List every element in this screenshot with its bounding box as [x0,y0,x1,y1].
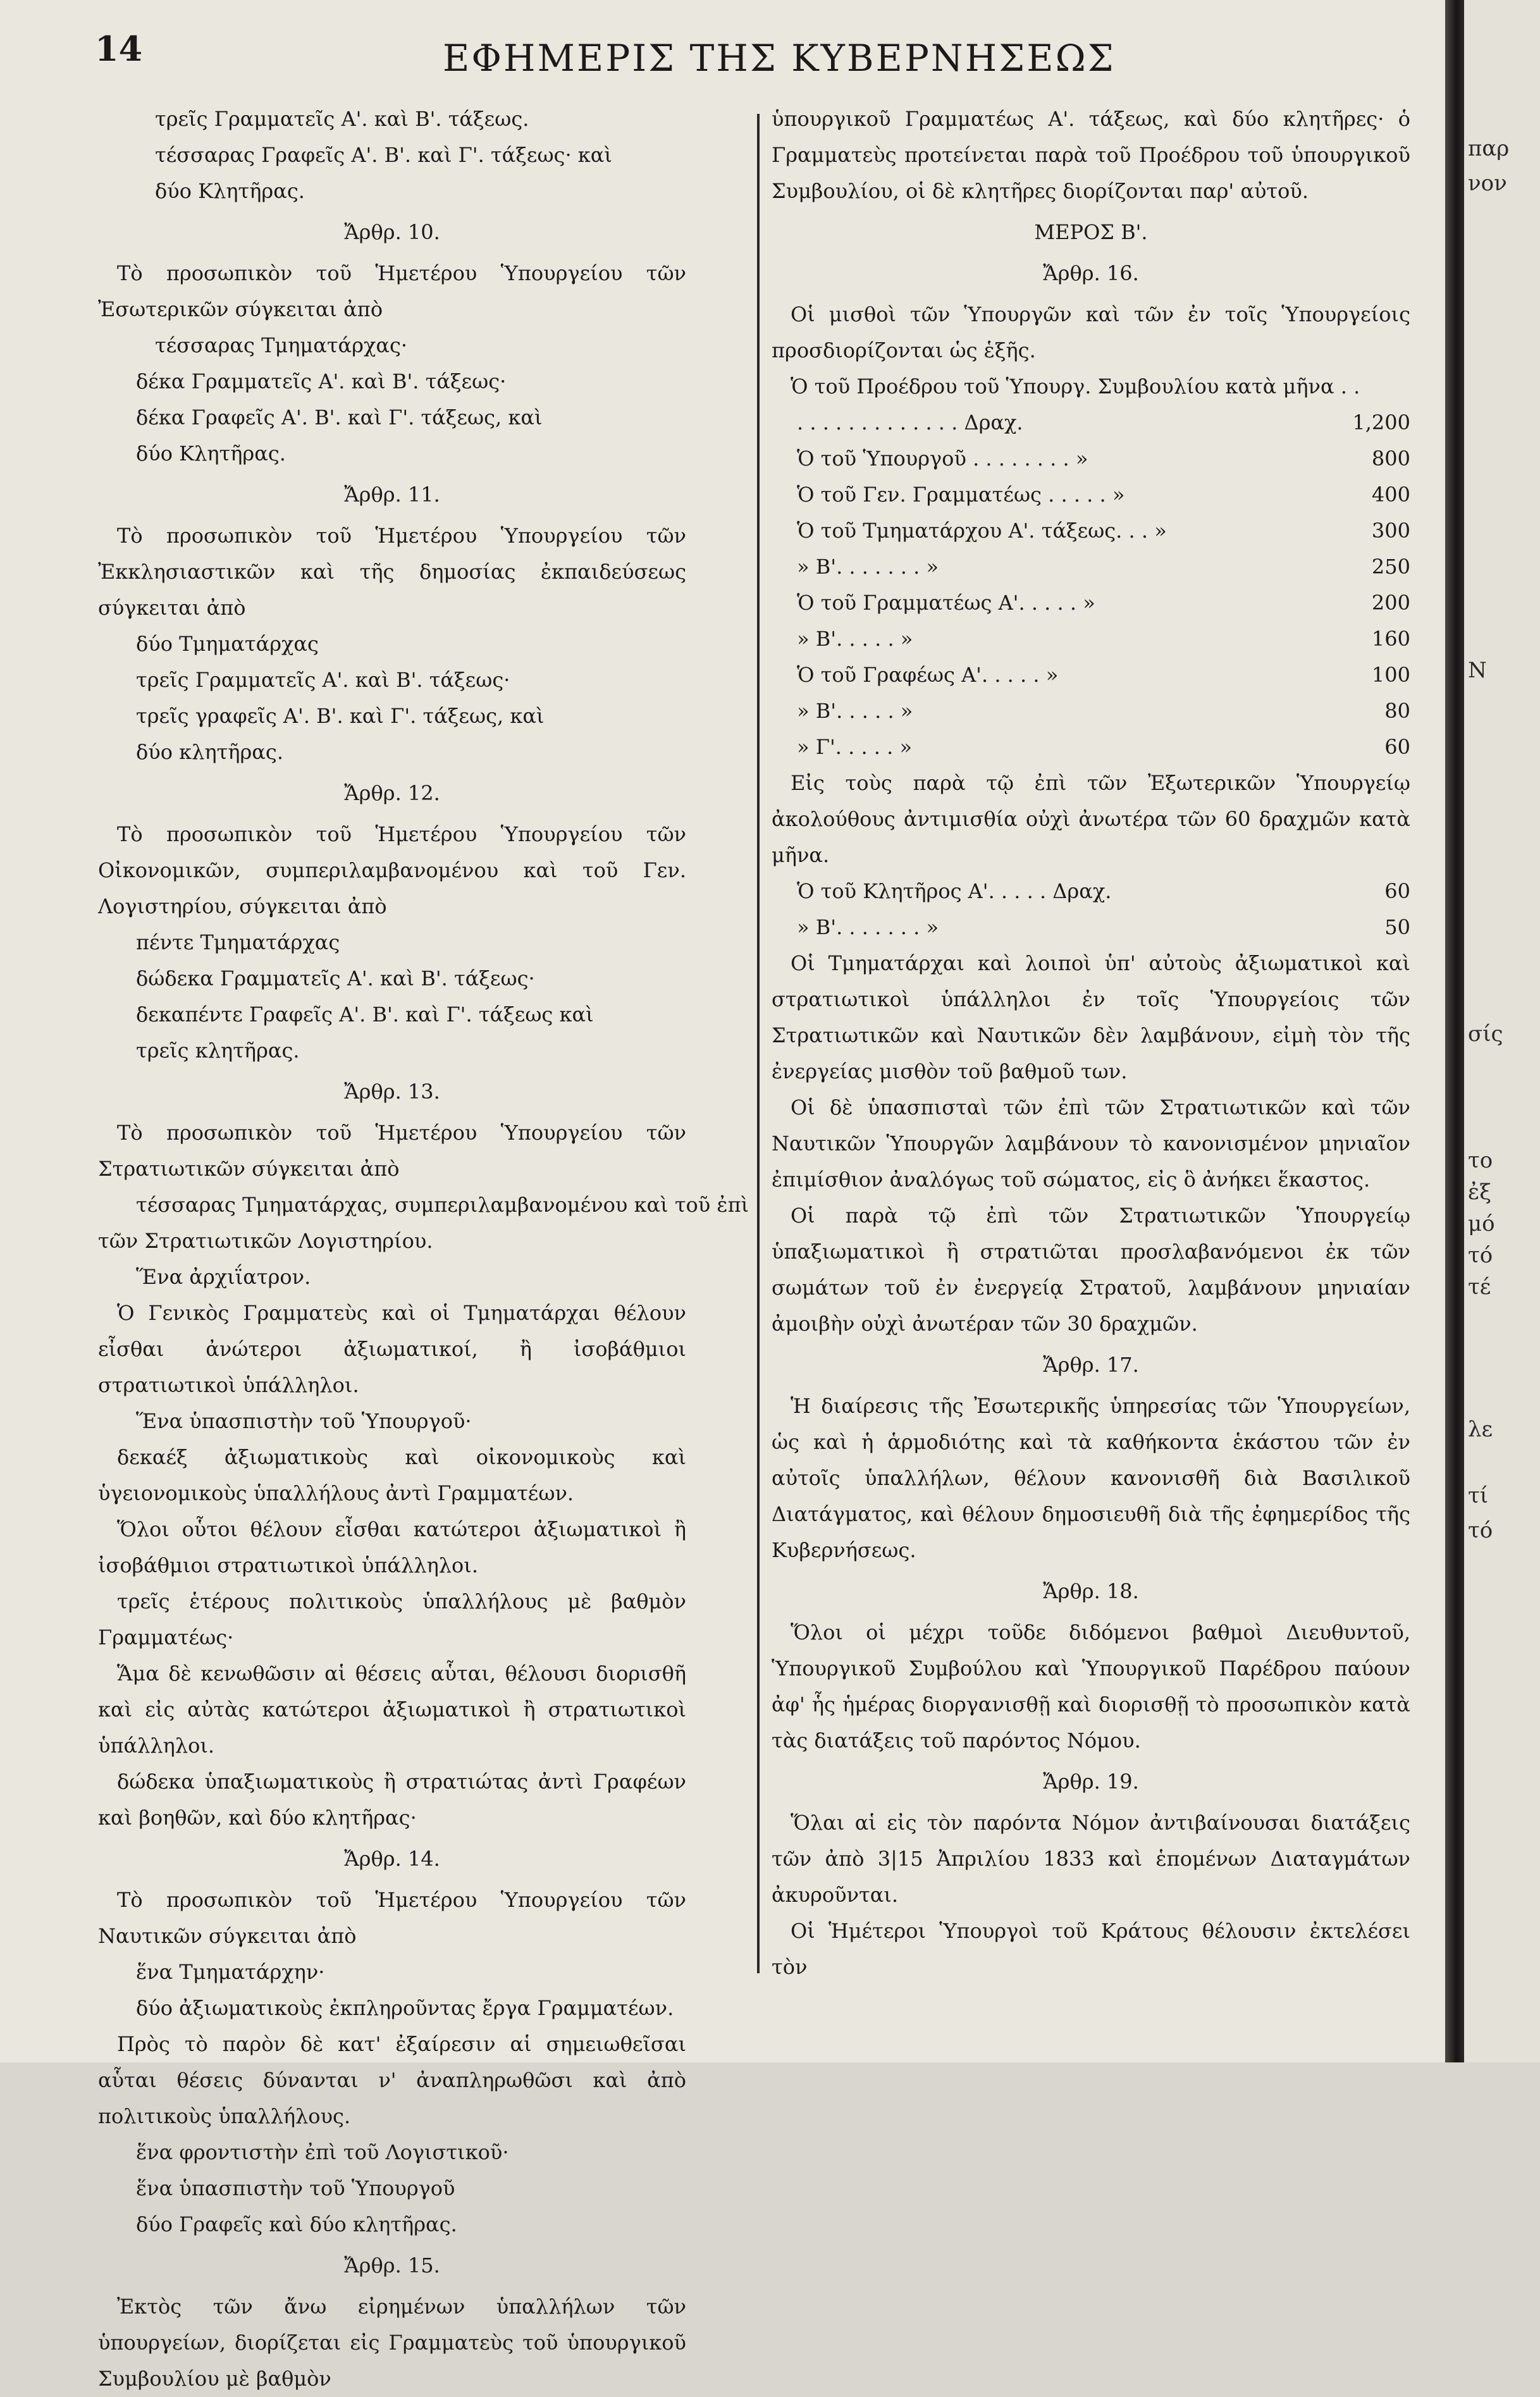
salary-row [772,405,1410,441]
salary-row [772,909,1410,946]
text-line: Τὸ προσωπικὸν τοῦ Ἡμετέρου Ὑπουργείου τῶν Οἰκονομικῶν, συμπεριλαμβανομένου καὶ τοῦ Γεν. Λογιστηρίου, σύγκειται ἀπὸ [98,822,686,918]
adjacent-page-fragment: το [1468,1148,1493,1173]
salary-label: » Γ'. . . . . » [797,735,913,759]
text-line: δύο κλητῆρας. [136,740,283,764]
text-line: Ἡ διαίρεσις τῆς Ἐσωτερικῆς ὑπηρεσίας τῶν Ὑπουργείων, ὡς καὶ ἡ ἁρμοδιότης καὶ τὰ καθήκοντα ἑκάστου τῶν ἐν αὐτοῖς ὑπαλλήλων, θέλουν κανονισθῆ διὰ Βασιλικοῦ Διατάγματος, καὶ θέλουν δημοσιευθῆ διὰ τῆς ἐφημερίδος τῆς Κυβερνήσεως. [772,1394,1410,1562]
salary-table [772,405,1410,765]
text-line: δέκα Γραφεῖς Α'. Β'. καὶ Γ'. τάξεως, καὶ [136,405,543,429]
adjacent-page-fragment: τί [1468,1483,1489,1508]
salary-label: Ὁ τοῦ Ὑπουργοῦ . . . . . . . . » [797,447,1088,471]
text-line: Ὁ Γενικὸς Γραμματεὺς καὶ οἱ Τμηματάρχαι θέλουν εἶσθαι ἀνώτεροι ἀξιωματικοί, ἢ ἰσοβάθμιοι στρατιωτικοὶ ὑπάλληλοι. [98,1301,686,1397]
salary-row [772,621,1410,657]
text-line: τρεῖς Γραμματεῖς Α'. καὶ Β'. τάξεως. [155,107,529,131]
salary-label: Ὁ τοῦ Κλητῆρος Α'. . . . . Δραχ. [797,879,1112,903]
article-heading: Ἄρθρ. 11. [344,483,440,507]
salary-row [772,657,1410,693]
text-line: ἕνα Τμηματάρχην· [136,1960,325,1984]
adjacent-page-fragment: νον [1468,171,1507,196]
left-column [98,101,749,2397]
adjacent-page-fragment: παρ [1468,136,1510,161]
salary-row [772,585,1410,621]
text-line: τρεῖς γραφεῖς Α'. Β'. καὶ Γ'. τάξεως, καὶ [136,704,545,728]
text-line: ἕνα ὑπασπιστὴν τοῦ Ὑπουργοῦ [136,2176,455,2200]
article-heading: Ἄρθρ. 19. [1043,1770,1139,1794]
salary-amount: 800 [1371,447,1410,471]
salary-amount: 1,200 [1352,410,1410,434]
adjacent-page-fragment: Ν [1468,658,1487,683]
adjacent-page-edge [1464,0,1540,2062]
salary-label: Ὁ τοῦ Γραφέως Α'. . . . . » [797,663,1059,687]
text-line: Τὸ προσωπικὸν τοῦ Ἡμετέρου Ὑπουργείου τῶν Ναυτικῶν σύγκειται ἀπὸ [98,1888,686,1948]
salary-amount: 60 [1384,879,1410,903]
text-line: πέντε Τμηματάρχας [136,930,340,954]
text-line: δεκαέξ ἀξιωματικοὺς καὶ οἰκονομικοὺς καὶ ὑγειονομικοὺς ὑπαλλήλους ἀντὶ Γραμματέων. [98,1445,686,1505]
article-heading: Ἄρθρ. 17. [1043,1353,1139,1377]
text-line: τῶν Στρατιωτικῶν Λογιστηρίου. [98,1229,433,1253]
text-line: Τὸ προσωπικὸν τοῦ Ἡμετέρου Ὑπουργείου τῶν Στρατιωτικῶν σύγκειται ἀπὸ [98,1121,686,1181]
text-line: Ἐκτὸς τῶν ἄνω εἰρημένων ὑπαλλήλων τῶν ὑπουργείων, διορίζεται εἰς Γραμματεὺς τοῦ ὑπουργικοῦ Συμβουλίου μὲ βαθμὸν [98,2295,686,2391]
text-line: τρεῖς ἑτέρους πολιτικοὺς ὑπαλλήλους μὲ βαθμὸν Γραμματέως· [98,1589,686,1649]
salary-amount: 100 [1371,663,1410,687]
adjacent-page-fragment: τό [1468,1243,1493,1268]
article-heading: Ἄρθρ. 15. [344,2253,440,2277]
text-line: δύο Γραφεῖς καὶ δύο κλητῆρας. [136,2212,457,2236]
text-line: Οἱ Τμηματάρχαι καὶ λοιποὶ ὑπ' αὐτοὺς ἀξιωματικοὶ καὶ στρατιωτικοὶ ὑπάλληλοι ἐν τοῖς Ὑπουργείοις τῶν Στρατιωτικῶν καὶ Ναυτικῶν δὲν λαμβάνουν, εἰμὴ τὸν τῆς ἐνεργείας μισθὸν τοῦ βαθμοῦ των. [772,951,1410,1083]
article-heading: Ἄρθρ. 13. [344,1080,440,1104]
text-line: Ἅμα δὲ κενωθῶσιν αἱ θέσεις αὗται, θέλουσι διορισθῆ καὶ εἰς αὐτὰς κατώτεροι ἀξιωματικοὶ ἢ στρατιωτικοὶ ὑπάλληλοι. [98,1661,686,1758]
clerk-salary-table [772,873,1410,946]
adjacent-page-fragment: λε [1468,1417,1493,1442]
salary-amount: 160 [1371,627,1410,651]
text-line: Ὅλοι οὗτοι θέλουν εἶσθαι κατώτεροι ἀξιωματικοὶ ἢ ἰσοβάθμιοι στρατιωτικοὶ ὑπάλληλοι. [98,1517,686,1577]
column-divider [757,114,760,1973]
text-line: δύο Κλητῆρας. [136,441,286,465]
adjacent-page-fragment: ἐξ [1468,1180,1491,1205]
salary-amount: 200 [1371,591,1410,615]
right-bottom-block [772,946,1410,1985]
right-column [772,101,1410,1985]
text-line: δύο Κλητῆρας. [155,179,305,203]
salary-row [772,549,1410,585]
text-line: Οἱ μισθοὶ τῶν Ὑπουργῶν καὶ τῶν ἐν τοῖς Ὑπουργείοις προσδιορίζονται ὡς ἑξῆς. [772,302,1410,362]
text-line: Ὅλοι οἱ μέχρι τοῦδε διδόμενοι βαθμοὶ Διευθυντοῦ, Ὑπουργικοῦ Συμβούλου καὶ Ὑπουργικοῦ Παρέδρου παύουν ἀφ' ἧς ἡμέρας διοργανισθῇ καὶ διορισθῇ τὸ προσωπικὸν κατὰ τὰς διατάξεις τοῦ παρόντος Νόμου. [772,1620,1410,1753]
text-line: Οἱ δὲ ὑπασπισταὶ τῶν ἐπὶ τῶν Στρατιωτικῶν καὶ τῶν Ναυτικῶν Ὑπουργῶν λαμβάνουν τὸ κανονισμένον μηνιαῖον ἐπιμίσθιον ἀναλόγως τοῦ σώματος, εἰς ὃ ἀνήκει ἕκαστος. [772,1095,1410,1192]
text-line: τέσσαρας Γραφεῖς Α'. Β'. καὶ Γ'. τάξεως· καὶ [155,143,612,167]
salary-label: . . . . . . . . . . . . . Δραχ. [797,410,1023,434]
salary-label: » Β'. . . . . » [797,627,913,651]
page-number: 14 [95,28,143,69]
salary-label: Ὁ τοῦ Τμηματάρχου Α'. τάξεως. . . » [797,519,1167,543]
text-line: Οἱ παρὰ τῷ ἐπὶ τῶν Στρατιωτικῶν Ὑπουργείῳ ὑπαξιωματικοὶ ἢ στρατιῶται προσλαβανόμενοι ἐκ τῶν σωμάτων τοῦ ἐν ἐνεργείᾳ Στρατοῦ, λαμβάνουν μηνιαίαν ἀμοιβὴν οὐχὶ ἀνωτέραν τῶν 30 δραχμῶν. [772,1204,1410,1336]
adjacent-page-fragment: μό [1468,1211,1495,1236]
text-line: Οἱ Ἡμέτεροι Ὑπουργοὶ τοῦ Κράτους θέλουσιν ἐκτελέσει τὸν [772,1919,1410,1979]
right-top-block [772,101,1410,405]
article-heading: Ἄρθρ. 18. [1043,1579,1139,1603]
salary-row [772,513,1410,549]
text-line: δεκαπέντε Γραφεῖς Α'. Β'. καὶ Γ'. τάξεως καὶ [136,1002,594,1026]
text-line: δώδεκα ὑπαξιωματικοὺς ἢ στρατιώτας ἀντὶ Γραφέων καὶ βοηθῶν, καὶ δύο κλητῆρας· [98,1770,686,1830]
salary-amount: 250 [1371,555,1410,579]
salary-row [772,441,1410,477]
article-heading: Ἄρθρ. 10. [344,220,440,244]
salary-label: » Β'. . . . . . . » [797,555,939,579]
salary-label: » Β'. . . . . » [797,699,913,723]
text-line: ἕνα φροντιστὴν ἐπὶ τοῦ Λογιστικοῦ· [136,2140,509,2164]
text-line: Εἰς τοὺς παρὰ τῷ ἐπὶ τῶν Ἐξωτερικῶν Ὑπουργείῳ ἀκολούθους ἀντιμισθία οὐχὶ ἀνωτέρα τῶν 60 δραχμῶν κατὰ μῆνα. [772,771,1410,867]
text-line: τρεῖς Γραμματεῖς Α'. καὶ Β'. τάξεως· [136,668,510,692]
text-line: Ἕνα ἀρχιΐατρον. [136,1265,311,1289]
salary-amount: 80 [1384,699,1410,723]
text-line: τέσσαρας Τμηματάρχας· [155,333,408,357]
text-line: ὑπουργικοῦ Γραμματέως Α'. τάξεως, καὶ δύο κλητῆρες· ὁ Γραμματεὺς προτείνεται παρὰ τοῦ Προέδρου τοῦ ὑπουργικοῦ Συμβουλίου, οἱ δὲ κλητῆρες διορίζονται παρ' αὐτοῦ. [772,107,1410,203]
text-line: Τὸ προσωπικὸν τοῦ Ἡμετέρου Ὑπουργείου τῶν Ἐσωτερικῶν σύγκειται ἀπὸ [98,261,686,321]
right-mid-block [772,765,1410,873]
adjacent-page-fragment: σίς [1468,1021,1503,1047]
adjacent-page-fragment: τό [1468,1518,1493,1543]
salary-label: » Β'. . . . . . . » [797,915,939,939]
text-line: δύο ἀξιωματικοὺς ἐκπληροῦντας ἔργα Γραμματέων. [136,1996,674,2020]
salary-row [772,873,1410,909]
text-line: τρεῖς κλητῆρας. [136,1038,300,1063]
salary-row [772,693,1410,729]
salary-amount: 300 [1371,519,1410,543]
salary-row [772,477,1410,513]
salary-label: Ὁ τοῦ Γραμματέως Α'. . . . . » [797,591,1095,615]
binding-gutter [1445,0,1464,2062]
article-heading: Ἄρθρ. 16. [1043,261,1139,285]
text-line: Τὸ προσωπικὸν τοῦ Ἡμετέρου Ὑπουργείου τῶν Ἐκκλησιαστικῶν καὶ τῆς δημοσίας ἐκπαιδεύσεως σύγκειται ἀπὸ [98,524,686,620]
article-heading: Ἄρθρ. 12. [344,781,440,805]
salary-row [772,729,1410,765]
text-line: Πρὸς τὸ παρὸν δὲ κατ' ἐξαίρεσιν αἱ σημειωθεῖσαι αὗται θέσεις δύνανται ν' ἀναπληρωθῶσι καὶ ἀπὸ πολιτικοὺς ὑπαλλήλους. [98,2032,686,2128]
text-line: δύο Τμηματάρχας [136,632,319,656]
page-header-title: ΕΦΗΜΕΡΙΣ ΤΗΣ ΚΥΒΕΡΝΗΣΕΩΣ [443,37,1116,80]
article-heading: ΜΕΡΟΣ Β'. [1034,220,1148,244]
article-heading: Ἄρθρ. 14. [344,1847,440,1871]
salary-amount: 400 [1371,483,1410,507]
salary-label: Ὁ τοῦ Γεν. Γραμματέως . . . . . » [797,483,1125,507]
salary-amount: 50 [1384,915,1410,939]
text-line: δέκα Γραμματεῖς Α'. καὶ Β'. τάξεως· [136,369,507,393]
text-line: τέσσαρας Τμηματάρχας, συμπεριλαμβανομένου καὶ τοῦ ἐπὶ [136,1193,749,1217]
text-line: δώδεκα Γραμματεῖς Α'. καὶ Β'. τάξεως· [136,966,535,990]
salary-amount: 60 [1384,735,1410,759]
text-line: Ὅλαι αἱ εἰς τὸν παρόντα Νόμον ἀντιβαίνουσαι διατάξεις τῶν ἀπὸ 3|15 Ἀπριλίου 1833 καὶ ἑπομένων Διαταγμάτων ἀκυροῦνται. [772,1811,1410,1907]
text-line: Ὁ τοῦ Προέδρου τοῦ Ὑπουργ. Συμβουλίου κατὰ μῆνα . . [791,374,1360,398]
adjacent-page-fragment: τέ [1468,1274,1491,1300]
text-line: Ἕνα ὑπασπιστὴν τοῦ Ὑπουργοῦ· [136,1409,472,1433]
